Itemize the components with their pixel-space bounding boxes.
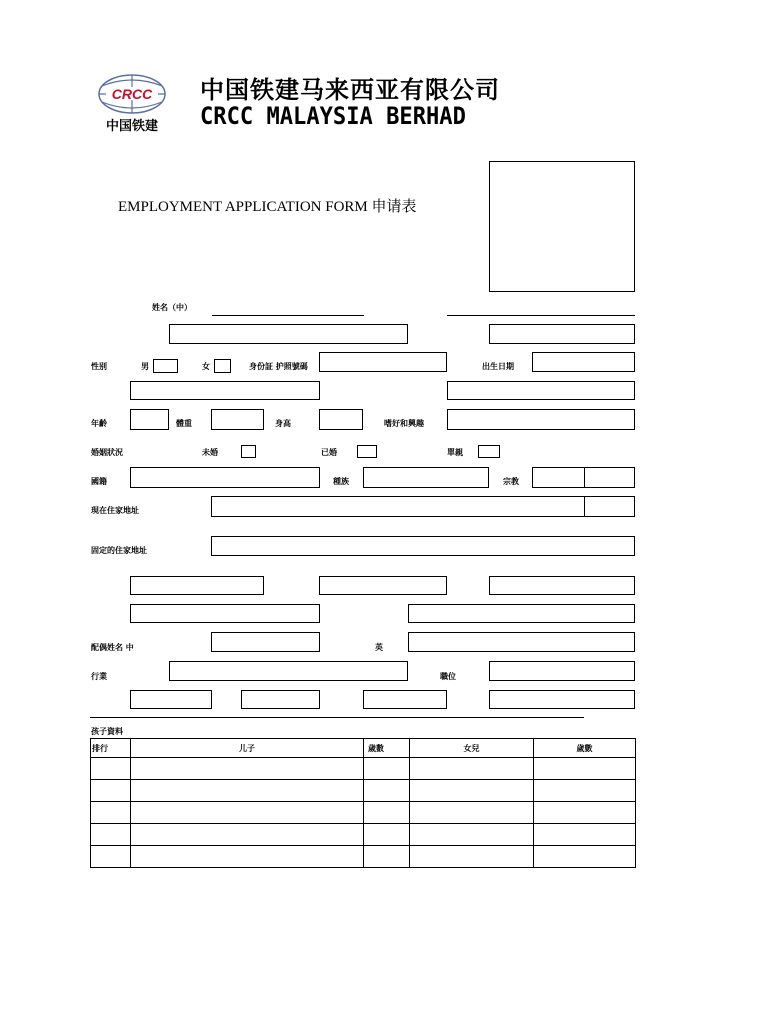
table-cell[interactable] (410, 846, 534, 868)
male-label: 男 (141, 362, 149, 371)
table-cell[interactable] (91, 846, 131, 868)
children-info-label: 孩子資料 (91, 727, 123, 736)
religion-field-2[interactable] (584, 467, 635, 488)
misc-field-a[interactable] (130, 690, 212, 709)
table-cell[interactable] (410, 780, 534, 802)
table-cell[interactable] (410, 824, 534, 846)
table-cell[interactable] (364, 824, 410, 846)
extra-field-2[interactable] (447, 381, 635, 400)
female-checkbox[interactable] (214, 359, 231, 373)
name-en-line[interactable] (447, 315, 635, 316)
hobbies-field[interactable] (447, 409, 635, 430)
marital-label: 婚姻狀況 (91, 448, 123, 457)
col-son: 儿子 (131, 739, 364, 758)
table-cell[interactable] (410, 802, 534, 824)
children-table (90, 738, 636, 868)
address-field-b[interactable] (319, 576, 447, 595)
married-checkbox[interactable] (357, 445, 377, 458)
spouse-name-label: 配偶姓名 中 (91, 643, 134, 652)
female-label: 女 (202, 362, 210, 371)
table-cell[interactable] (131, 780, 364, 802)
table-cell[interactable] (364, 846, 410, 868)
company-name-en: CRCC MALAYSIA BERHAD (200, 102, 466, 130)
religion-field-1[interactable] (532, 467, 585, 488)
height-label: 身高 (275, 419, 291, 428)
table-cell[interactable] (534, 846, 636, 868)
address-field-e[interactable] (408, 604, 635, 623)
misc-field-d[interactable] (489, 690, 635, 709)
address-field-c[interactable] (489, 576, 635, 595)
age-field[interactable] (130, 409, 169, 430)
ethnicity-field[interactable] (363, 467, 489, 488)
logo-caption: 中国铁建 (105, 119, 159, 134)
position-field[interactable] (489, 661, 635, 681)
weight-field[interactable] (211, 409, 264, 430)
table-cell[interactable] (91, 758, 131, 780)
col-daughter-age: 歲數 (534, 739, 636, 758)
photo-box[interactable] (489, 161, 635, 292)
table-cell[interactable] (364, 802, 410, 824)
table-cell[interactable] (364, 780, 410, 802)
spouse-name-en-field[interactable] (408, 632, 635, 652)
table-cell[interactable] (364, 758, 410, 780)
gender-label: 性别 (91, 362, 107, 371)
table-cell[interactable] (534, 802, 636, 824)
male-checkbox[interactable] (153, 359, 178, 373)
table-row (91, 824, 636, 846)
weight-label: 體重 (176, 419, 192, 428)
permanent-address-label: 固定的住家地址 (91, 546, 147, 555)
extra-field-1[interactable] (130, 381, 320, 400)
table-cell[interactable] (91, 824, 131, 846)
permanent-address-field[interactable] (211, 536, 635, 556)
current-address-field[interactable] (211, 496, 585, 517)
misc-field-c[interactable] (363, 690, 447, 709)
col-daughter: 女兒 (410, 739, 534, 758)
spouse-name-en-label: 英 (375, 643, 383, 652)
table-cell[interactable] (131, 846, 364, 868)
col-rank: 排行 (91, 739, 131, 758)
table-cell[interactable] (131, 802, 364, 824)
spouse-name-cn-field[interactable] (211, 632, 320, 652)
height-field[interactable] (319, 409, 363, 430)
id-passport-field[interactable] (319, 352, 447, 372)
single-checkbox[interactable] (241, 445, 256, 458)
table-cell[interactable] (534, 824, 636, 846)
table-cell[interactable] (131, 758, 364, 780)
birth-date-field[interactable] (532, 352, 635, 372)
current-address-label: 現在住家地址 (91, 506, 139, 515)
ethnicity-label: 種族 (333, 477, 349, 486)
name-field-2[interactable] (489, 324, 635, 344)
table-row (91, 802, 636, 824)
children-table-header (91, 739, 636, 758)
table-cell[interactable] (534, 780, 636, 802)
name-field-1[interactable] (169, 324, 408, 344)
married-label: 已婚 (321, 448, 337, 457)
col-son-age: 歲數 (364, 739, 410, 758)
address-field-d[interactable] (130, 604, 320, 623)
section-divider (90, 717, 584, 718)
table-cell[interactable] (410, 758, 534, 780)
occupation-label: 行業 (91, 672, 107, 681)
misc-field-b[interactable] (241, 690, 320, 709)
birth-date-label: 出生日期 (482, 362, 514, 371)
widowed-label: 單親 (447, 448, 463, 457)
occupation-field[interactable] (169, 661, 408, 681)
company-logo (92, 72, 172, 134)
position-label: 職位 (440, 672, 456, 681)
id-passport-label: 身份証 护照號碼 (249, 362, 308, 371)
table-row (91, 780, 636, 802)
table-cell[interactable] (91, 802, 131, 824)
name-cn-label: 姓名（中） (152, 303, 192, 312)
table-row (91, 846, 636, 868)
nationality-field[interactable] (130, 467, 320, 488)
single-label: 未婚 (202, 448, 218, 457)
current-address-extra[interactable] (584, 496, 635, 517)
form-title: EMPLOYMENT APPLICATION FORM 申请表 (118, 199, 417, 215)
name-cn-line[interactable] (212, 315, 364, 316)
religion-label: 宗教 (503, 477, 519, 486)
age-label: 年齡 (91, 419, 107, 428)
hobbies-label: 嗜好和興趣 (384, 419, 424, 428)
table-cell[interactable] (131, 824, 364, 846)
logo-text: CRCC (111, 86, 153, 102)
table-row (91, 758, 636, 780)
company-name-cn: 中国铁建马来西亚有限公司 (200, 76, 500, 104)
widowed-checkbox[interactable] (478, 445, 500, 458)
table-cell[interactable] (534, 758, 636, 780)
nationality-label: 國籍 (91, 477, 107, 486)
address-field-a[interactable] (130, 576, 264, 595)
table-cell[interactable] (91, 780, 131, 802)
